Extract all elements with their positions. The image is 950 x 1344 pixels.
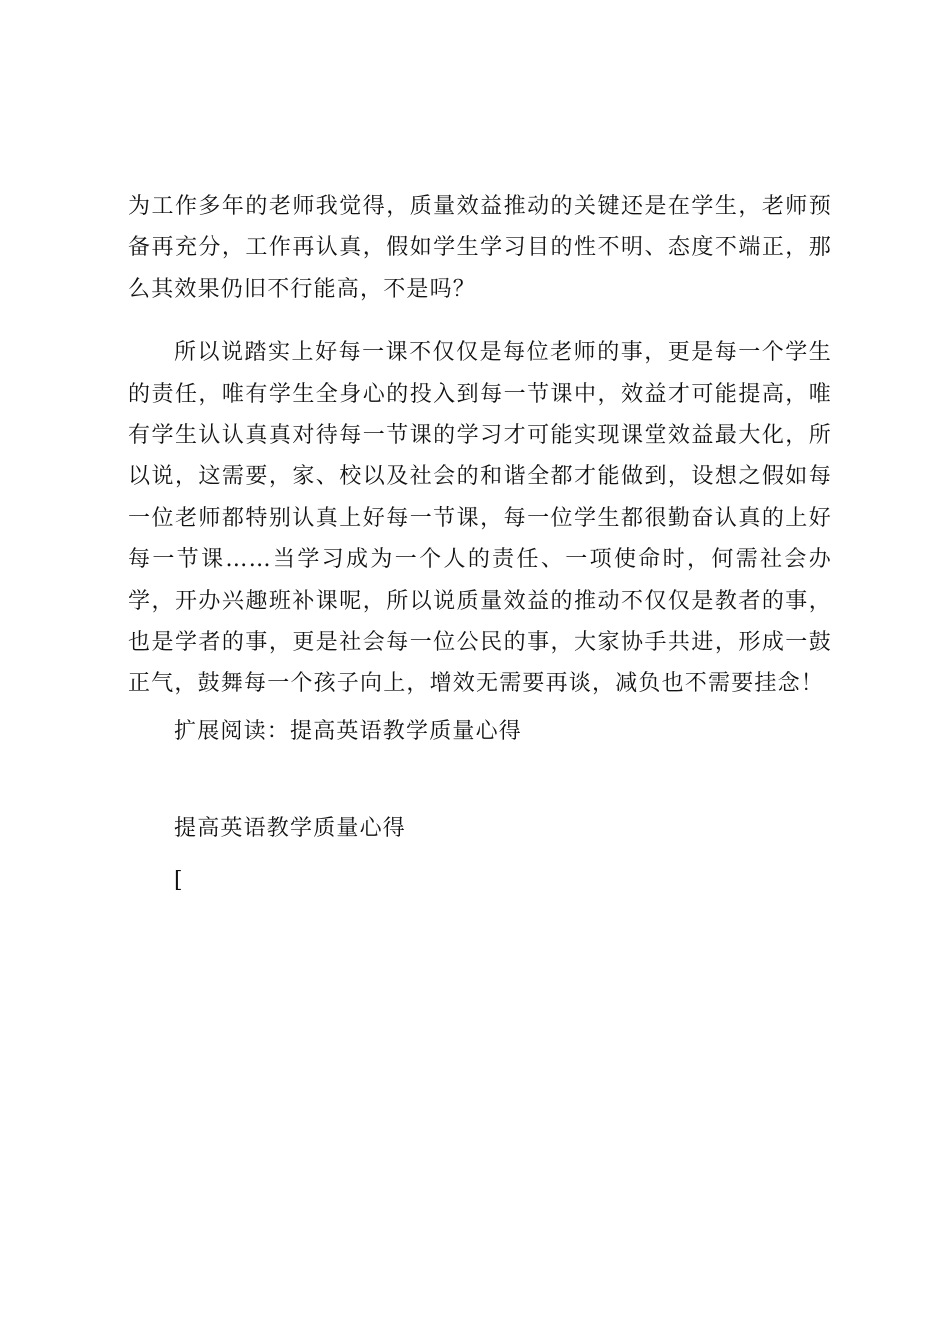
open-bracket: [ [174,867,184,893]
paragraph-1: 为工作多年的老师我觉得，质量效益推动的关键还是在学生，老师预备再充分，工作再认真，假如学生学习目的性不明、态度不端正，那么其效果仍旧不行能高，不是吗？ [128,194,832,302]
extended-reading-line: 扩展阅读：提高英语教学质量心得 [174,718,523,744]
section-heading: 提高英语教学质量心得 [174,816,407,842]
paragraph-2: 所以说踏实上好每一课不仅仅是每位老师的事，更是每一个学生的责任，唯有学生全身心的投入到每一节课中，效益才可能提高，唯有学生认认真真对待每一节课的学习才可能实现课堂效益最大化，所以说，这需要，家、校以及社会的和谐全都才能做到，设想之假如每一位老师都特别认真上好每一节课，每一位学生都很勤奋认真的上好每一节课……当学习成为一个人的责任、一项使命时，何需社会办学，开办兴趣班补课呢，所以说质量效益的推动不仅仅是教者的事，也是学者的事，更是社会每一位公民的事，大家协手共进，形成一鼓正气，鼓舞每一个孩子向上，增效无需要再谈，减负也不需要挂念！ [128,340,832,697]
document-body [128,186,832,901]
